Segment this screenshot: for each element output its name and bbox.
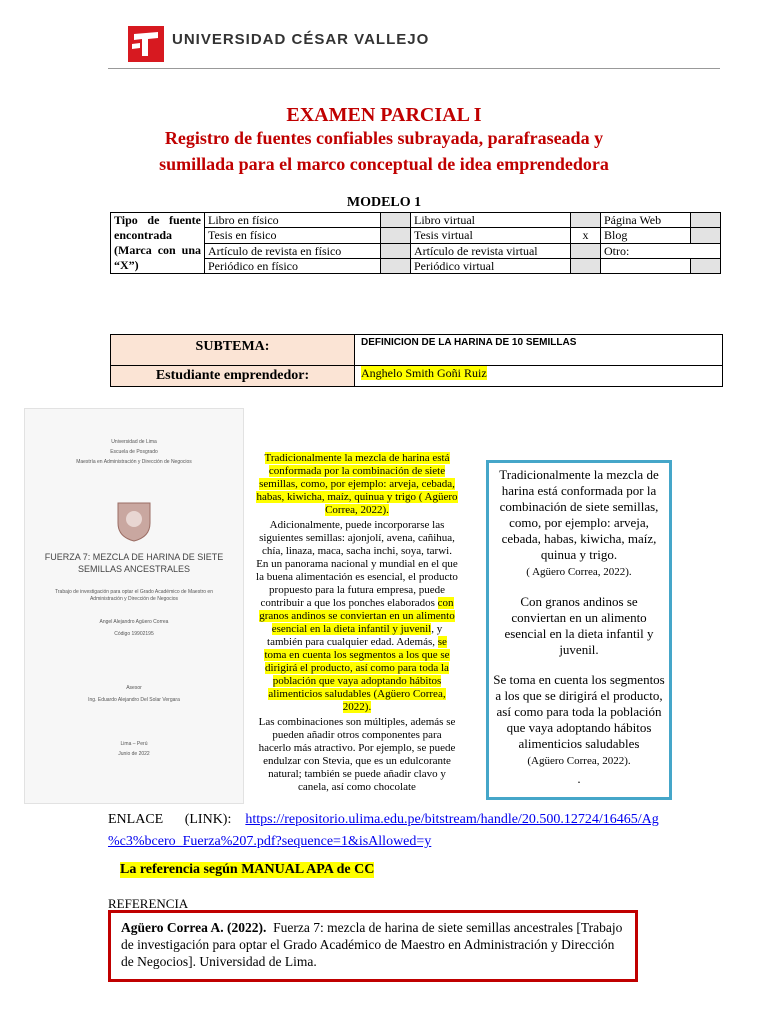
cover-advisor-label: Asesor: [126, 685, 142, 691]
link-row: [108, 812, 720, 828]
excerpt-highlight: Tradicionalmente la mezcla de harina está conformada por la combinación de siete semillas, como, por ejemplo: arveja, cebada, habas, kiwicha, maíz, quinua y trigo ( Agüero Correa, 2022).: [256, 452, 458, 516]
source-option: Libro en físico: [205, 213, 381, 228]
thesis-cover-image: [24, 408, 244, 804]
excerpt-highlight: se toma en cuenta los segmentos a los que se dirigirá el producto, así como para toda la población que vaya adoptando hábitos alimenticios saludables (Agüero Correa, 2022).: [264, 636, 450, 713]
student-value: [355, 366, 723, 387]
thesis-excerpt: [256, 452, 458, 802]
exam-title: EXAMEN PARCIAL I: [286, 104, 482, 126]
source-link-continued[interactable]: %c3%bcero_Fuerza%207.pdf?sequence=1&isAllowed=y: [108, 834, 432, 849]
source-type-label: Tipo de fuente encontrada (Marca con una “X”): [111, 213, 205, 274]
reference-text: Fuerza 7: mezcla de harina de siete semillas ancestrales [Trabajo de investigación para optar el Grado Académico de Maestro en Administración y Dirección de Negocios]. Universidad de Lima.: [121, 920, 623, 969]
table-row: [111, 335, 723, 366]
cover-title: FUERZA 7: MEZCLA DE HARINA DE SIETE SEMILLAS ANCESTRALES: [44, 552, 224, 574]
source-link[interactable]: https://repositorio.ulima.edu.pe/bitstream/handle/20.500.12724/16465/Ag: [245, 812, 659, 827]
exam-subtitle-line2: sumillada para el marco conceptual de idea emprendedora: [159, 154, 609, 174]
university-seal-icon: [114, 499, 154, 543]
cover-program: Maestría en Administración y Dirección de Negocios: [76, 459, 192, 465]
excerpt-paragraph: Las combinaciones son múltiples, además se pueden añadir otros componentes para hacerlo más atractivo. Por ejemplo, se puede endulzar con Stevia, que es un edulcorante natural; también se puede añadir clavo y canela, así como chocolate: [258, 716, 456, 793]
source-checkbox[interactable]: [381, 243, 411, 258]
source-option: Blog: [601, 228, 691, 243]
source-type-table: [110, 212, 721, 274]
source-checkbox[interactable]: [381, 258, 411, 273]
source-checkbox[interactable]: [381, 213, 411, 228]
reference-box: [108, 910, 638, 982]
modelo-heading: MODELO 1: [346, 195, 422, 210]
paraphrase-text: Se toma en cuenta los segmentos a los que se dirigirá el producto, así como para toda la población que vaya adoptando hábitos alimenticios saludables: [493, 672, 665, 751]
source-checkbox[interactable]: [691, 228, 721, 243]
excerpt-text: Adicionalmente, puede incorporarse las siguientes semillas: ajonjolí, avena, cañihua, chía, linaza, maca, sacha inchi, soya, tarwi. En un panorama nacional y mundial en el que la buena alimentación es esencial, el producto propuesto para la futura empresa, puede contribuir a que los ponches elaborados: [256, 519, 458, 609]
paraphrase-paragraph: .: [577, 771, 581, 786]
apa-note: La referencia según MANUAL APA de CC: [120, 862, 375, 877]
paraphrase-citation: (Agüero Correa, 2022).: [527, 755, 631, 767]
student-name: Anghelo Smith Goñi Ruiz: [361, 366, 487, 380]
source-option: Artículo de revista en físico: [205, 243, 381, 258]
cover-advisor: Ing. Eduardo Alejandro Del Solar Vergara: [88, 697, 180, 703]
source-option: Periódico virtual: [411, 258, 571, 273]
cover-university: Universidad de Lima: [111, 439, 157, 445]
excerpt-text: , y también para cualquier edad. Además,: [267, 623, 443, 648]
source-option: Tesis virtual: [411, 228, 571, 243]
cover-school: Escuela de Posgrado: [110, 449, 158, 455]
header-divider: [108, 68, 720, 69]
subtema-label: SUBTEMA:: [111, 335, 355, 366]
source-checkbox-marked[interactable]: x: [571, 228, 601, 243]
source-option: [601, 258, 691, 273]
source-option: Libro virtual: [411, 213, 571, 228]
source-checkbox[interactable]: [381, 228, 411, 243]
paraphrase-box: [486, 460, 672, 800]
reference-author: Agüero Correa A. (2022).: [121, 920, 267, 935]
paraphrase-text: Tradicionalmente la mezcla de harina está conformada por la combinación de siete semillas, como, por ejemplo: arveja, cebada, habas, kiwicha, maíz, quinua y trigo.: [499, 467, 659, 562]
source-checkbox[interactable]: [691, 213, 721, 228]
source-option: Otro:: [601, 243, 721, 258]
paraphrase-paragraph: Con granos andinos se conviertan en un alimento esencial en la dieta infantil y juvenil.: [504, 594, 654, 657]
source-option: Tesis en físico: [205, 228, 381, 243]
source-option: Periódico en físico: [205, 258, 381, 273]
cover-description: Trabajo de investigación para optar el Grado Académico de Maestro en Administración y Dirección de Negocios: [55, 589, 213, 602]
subtema-table: [110, 334, 723, 387]
source-checkbox[interactable]: [691, 258, 721, 273]
excerpt-highlight: con granos andinos se conviertan en un alimento esencial en la dieta infantil y juvenil: [259, 597, 455, 635]
source-option: Página Web: [601, 213, 691, 228]
excerpt-paragraph: [256, 452, 458, 517]
exam-subtitle-line1: Registro de fuentes confiables subrayada, parafraseada y: [164, 128, 604, 148]
reference-label: REFERENCIA: [108, 896, 189, 911]
source-checkbox[interactable]: [571, 258, 601, 273]
cover-author: Angel Alejandro Agüero Correa: [99, 619, 169, 625]
ucv-logo-icon: [128, 26, 164, 62]
excerpt-paragraph: [256, 519, 458, 714]
paraphrase-paragraph: [493, 672, 665, 769]
cover-code: Código 19902195: [114, 631, 154, 637]
table-row: [111, 213, 721, 228]
cover-date: Junio de 2022: [118, 751, 150, 757]
source-option: Artículo de revista virtual: [411, 243, 571, 258]
cover-city: Lima – Perú: [120, 741, 148, 747]
paraphrase-paragraph: [493, 467, 665, 580]
student-label: Estudiante emprendedor:: [111, 366, 355, 387]
link-label: ENLACE (LINK):: [108, 812, 232, 827]
source-checkbox[interactable]: [571, 213, 601, 228]
table-row: [111, 366, 723, 387]
university-name: UNIVERSIDAD CÉSAR VALLEJO: [172, 31, 430, 48]
subtema-value: DEFINICION DE LA HARINA DE 10 SEMILLAS: [355, 335, 723, 366]
paraphrase-citation: ( Agüero Correa, 2022).: [526, 566, 632, 578]
source-checkbox[interactable]: [571, 243, 601, 258]
